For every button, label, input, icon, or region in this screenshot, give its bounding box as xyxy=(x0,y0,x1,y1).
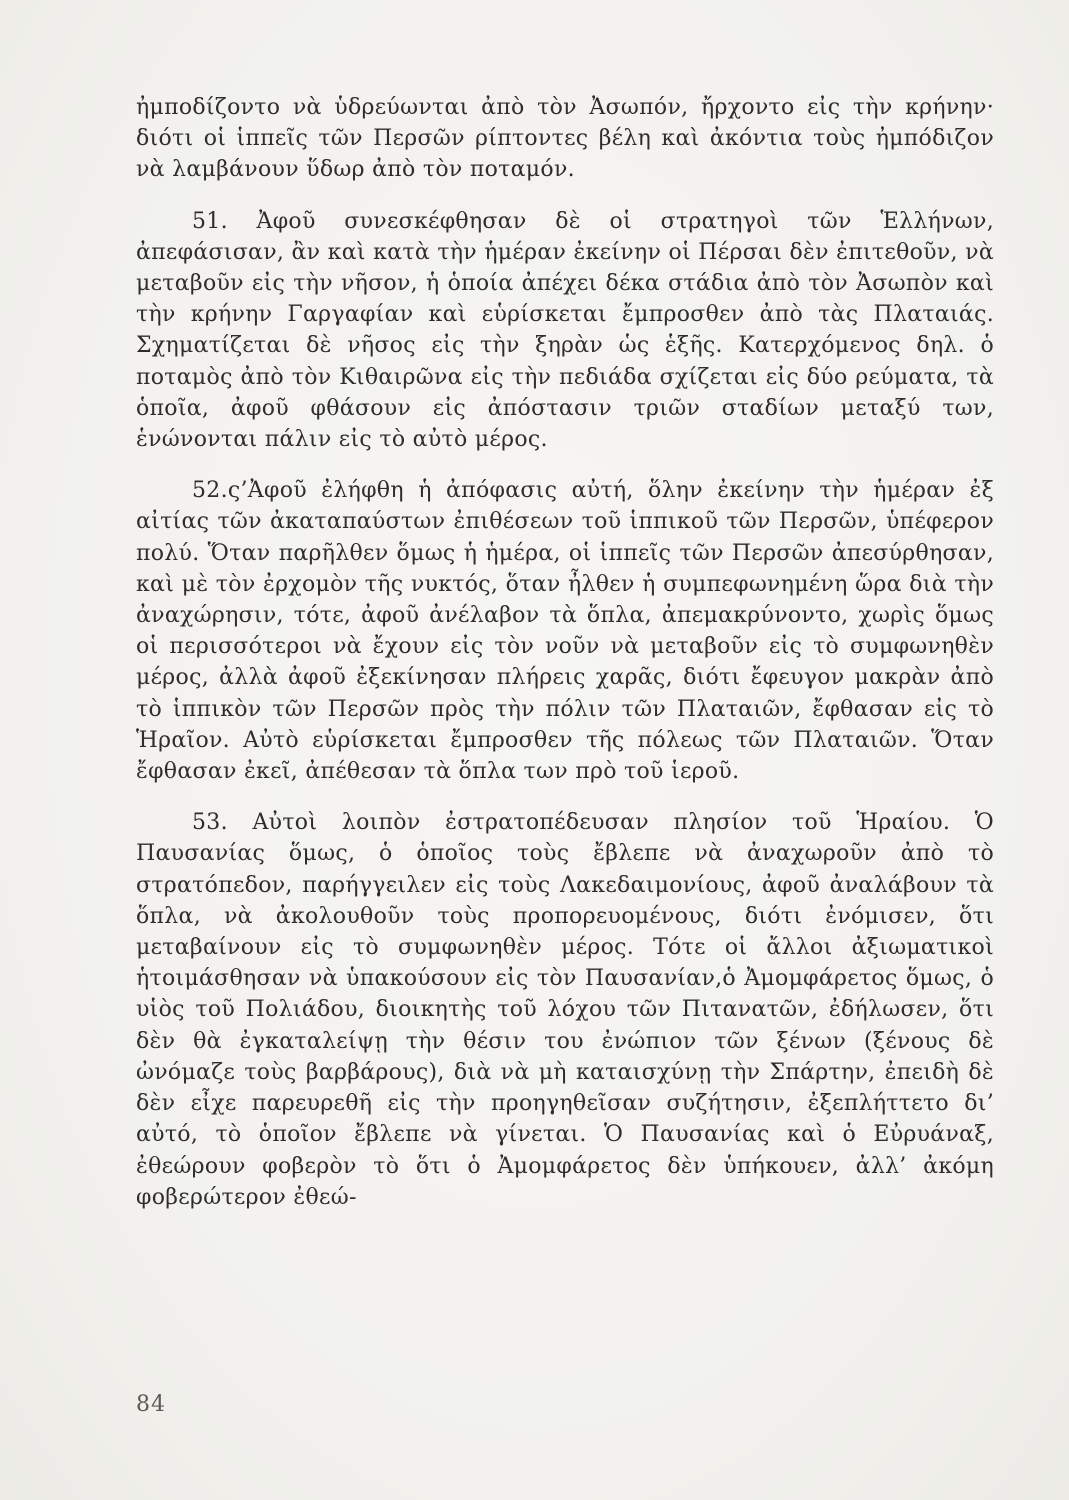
paragraph-51: 51. Ἀφοῦ συνεσκέφθησαν δὲ οἱ στρατηγοὶ τῶν Ἑλλήνων, ἀπεφάσισαν, ἂν καὶ κατὰ τὴν ἡμέραν ἐκείνην οἱ Πέρσαι δὲν ἐπιτεθοῦν, νὰ μεταβοῦν εἰς τὴν νῆσον, ἡ ὁποία ἀπέχει δέκα στάδια ἀπὸ τὸν Ἀσωπὸν καὶ τὴν κρήνην Γαργαφίαν καὶ εὑρίσκεται ἔμπροσθεν ἀπὸ τὰς Πλαταιάς. Σχηματίζεται δὲ νῆσος εἰς τὴν ξηρὰν ὡς ἑξῆς. Κατερχόμενος δηλ. ὁ ποταμὸς ἀπὸ τὸν Κιθαιρῶνα εἰς τὴν πεδιάδα σχίζεται εἰς δύο ρεύματα, τὰ ὁποῖα, ἀφοῦ φθάσουν εἰς ἀπόστασιν τριῶν σταδίων μεταξύ των, ἑνώνονται πάλιν εἰς τὸ αὐτὸ μέρος. xyxy=(136,208,994,453)
paragraph-gap xyxy=(136,787,994,807)
paragraph-continuation: ἠμποδίζοντο νὰ ὑδρεύωνται ἀπὸ τὸν Ἀσωπόν, ἤρχοντο εἰς τὴν κρήνην· διότι οἱ ἱππεῖς τῶν Περσῶν ρίπτοντες βέλη καὶ ἀκόντια τοὺς ἠμπόδιζον νὰ λαμβάνουν ὕδωρ ἀπὸ τὸν ποταμόν. xyxy=(136,95,994,183)
paragraph-52: 52.ς’Ἀφοῦ ἐλήφθη ἡ ἀπόφασις αὐτή, ὅλην ἐκείνην τὴν ἡμέραν ἐξ αἰτίας τῶν ἀκαταπαύστων ἐπιθέσεων τοῦ ἱππικοῦ τῶν Περσῶν, ὑπέφερον πολύ. Ὅταν παρῆλθεν ὅμως ἡ ἡμέρα, οἱ ἱππεῖς τῶν Περσῶν ἀπεσύρθησαν, καὶ μὲ τὸν ἐρχομὸν τῆς νυκτός, ὅταν ἦλθεν ἡ συμπεφωνημένη ὥρα διὰ τὴν ἀναχώρησιν, τότε, ἀφοῦ ἀνέλαβον τὰ ὅπλα, ἀπεμακρύνοντο, χωρὶς ὅμως οἱ περισσότεροι νὰ ἔχουν εἰς τὸν νοῦν νὰ μεταβοῦν εἰς τὸ συμφωνηθὲν μέρος, ἀλλὰ ἀφοῦ ἐξεκίνησαν πλήρεις χαρᾶς, διότι ἔφευγον μακρὰν ἀπὸ τὸ ἱππικὸν τῶν Περσῶν πρὸς τὴν πόλιν τῶν Πλαταιῶν, ἔφθασαν εἰς τὸ Ἡραῖον. Αὐτὸ εὑρίσκεται ἔμπροσθεν τῆς πόλεως τῶν Πλαταιῶν. Ὅταν ἔφθασαν ἐκεῖ, ἀπέθεσαν τὰ ὅπλα των πρὸ τοῦ ἱεροῦ. xyxy=(136,478,994,785)
paragraph-gap xyxy=(136,455,994,475)
paragraph-53: 53. Αὐτοὶ λοιπὸν ἐστρατοπέδευσαν πλησίον τοῦ Ἡραίου. Ὁ Παυσανίας ὅμως, ὁ ὁποῖος τοὺς ἔβλεπε νὰ ἀναχωροῦν ἀπὸ τὸ στρατόπεδον, παρήγγειλεν εἰς τοὺς Λακεδαιμονίους, ἀφοῦ ἀναλάβουν τὰ ὅπλα, νὰ ἀκολουθοῦν τοὺς προπορευομένους, διότι ἐνόμισεν, ὅτι μεταβαίνουν εἰς τὸ συμφωνηθὲν μέρος. Τότε οἱ ἄλλοι ἀξιωματικοὶ ἡτοιμάσθησαν νὰ ὑπακούσουν εἰς τὸν Παυσανίαν,ὁ Ἀμομφάρετος ὅμως, ὁ υἱὸς τοῦ Πολιάδου, διοικητὴς τοῦ λόχου τῶν Πιτανατῶν, ἐδήλωσεν, ὅτι δὲν θὰ ἐγκαταλείψῃ τὴν θέσιν του ἐνώπιον τῶν ξένων (ξένους δὲ ὠνόμαζε τοὺς βαρβάρους), διὰ νὰ μὴ καταισχύνῃ τὴν Σπάρτην, ἐπειδὴ δὲ δὲν εἶχε παρευρεθῆ εἰς τὴν προηγηθεῖσαν συζήτησιν, ἐξεπλήττετο δι’ αὐτό, τὸ ὁποῖον ἔβλεπε νὰ γίνεται. Ὁ Παυσανίας καὶ ὁ Εὐρυάναξ, ἐθεώρουν φοβερὸν τὸ ὅτι ὁ Ἀμομφάρετος δὲν ὑπήκουεν, ἀλλ’ ἀκόμη φοβερώτερον ἐθεώ- xyxy=(136,810,994,1210)
page-number: 84 xyxy=(136,1392,166,1417)
body-text xyxy=(136,92,994,1213)
paragraph-gap xyxy=(136,186,994,206)
